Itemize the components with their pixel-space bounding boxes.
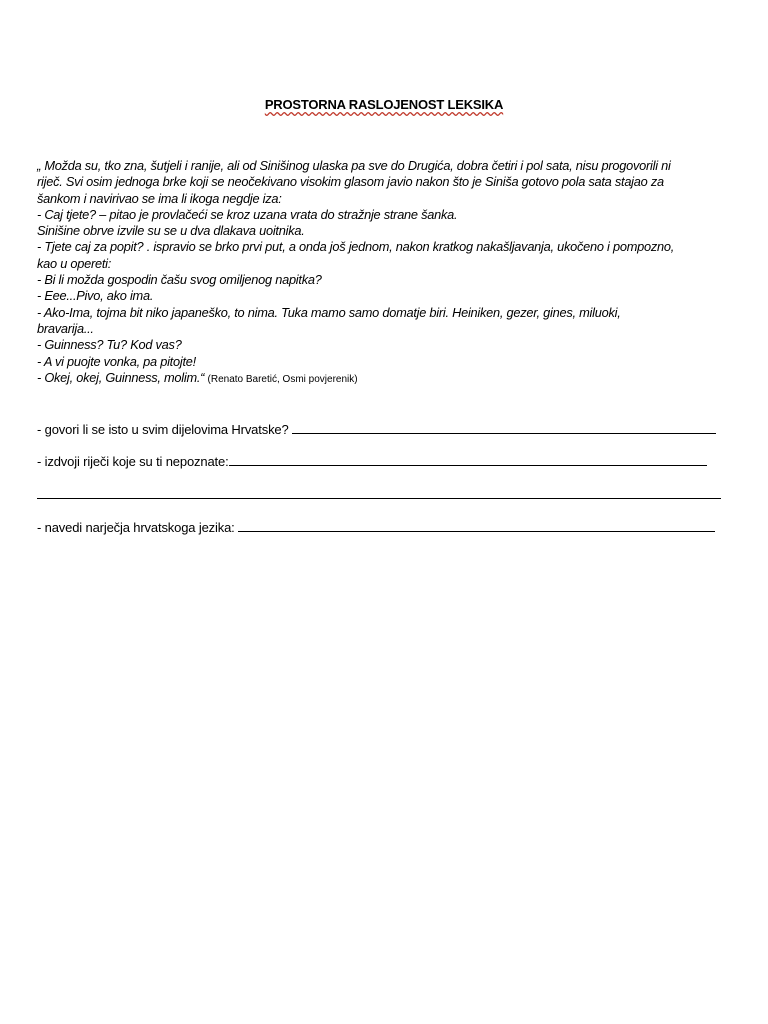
excerpt-line: - Tjete caj za popit? . ispravio se brko prvi put, a onda još jednom, nakon kratkog nakašljavanja, ukočeno i pompozno, [37,239,675,255]
literary-excerpt [37,158,727,388]
question-unknown-words [37,454,727,469]
excerpt-line: šankom i navirivao se ima li ikoga negdje iza: [37,190,282,206]
question-label: - izdvoji riječi koje su ti nepoznate: [37,454,229,469]
answer-blank[interactable] [292,422,716,434]
question-label: - navedi narječja hrvatskoga jezika: [37,520,235,535]
answer-blank[interactable] [37,487,721,499]
excerpt-line: - Bi li možda gospodin čašu svog omiljenog napitka? [37,272,322,288]
answer-blank[interactable] [229,454,707,466]
excerpt-line: - Guinness? Tu? Kod vas? [37,337,182,353]
excerpt-line: - Ako-Ima, tojma bit niko japaneško, to nima. Tuka mamo samo domatje biri. Heiniken, gezer, gines, miluoki, [37,304,621,320]
excerpt-line: „ Možda su, tko zna, šutjeli i ranije, ali od Sinišinog ulaska pa sve do Drugića, dobra četiri i pol sata, nisu progovorili ni [37,158,671,173]
worksheet-title: PROSTORNA RASLOJENOST LEKSIKA [264,97,504,112]
excerpt-line: - A vi puojte vonka, pa pitojte! [37,353,196,369]
excerpt-line: bravarija... [37,320,94,336]
excerpt-last-line [37,370,727,388]
question-dialects-same [37,422,727,437]
excerpt-closing-text: - Okej, okej, Guinness, molim.“ [37,369,205,385]
answer-blank[interactable] [238,520,715,532]
excerpt-line: Sinišine obrve izvile su se u dva dlakava uoitnika. [37,223,305,239]
excerpt-citation: (Renato Baretić, Osmi povjerenik) [207,373,358,385]
excerpt-line: - Eee...Pivo, ako ima. [37,288,154,304]
answer-line-extra [37,487,727,502]
excerpt-line: riječ. Svi osim jednoga brke koji se neočekivano visokim glasom javio nakon što je Siniša gotovo pola sata stajao za [37,174,664,190]
question-dialects-list [37,520,727,535]
excerpt-line: kao u opereti: [37,255,112,271]
question-label: - govori li se isto u svim dijelovima Hrvatske? [37,422,289,437]
excerpt-line: - Caj tjete? – pitao je provlačeći se kroz uzana vrata do stražnje strane šanka. [37,206,458,222]
